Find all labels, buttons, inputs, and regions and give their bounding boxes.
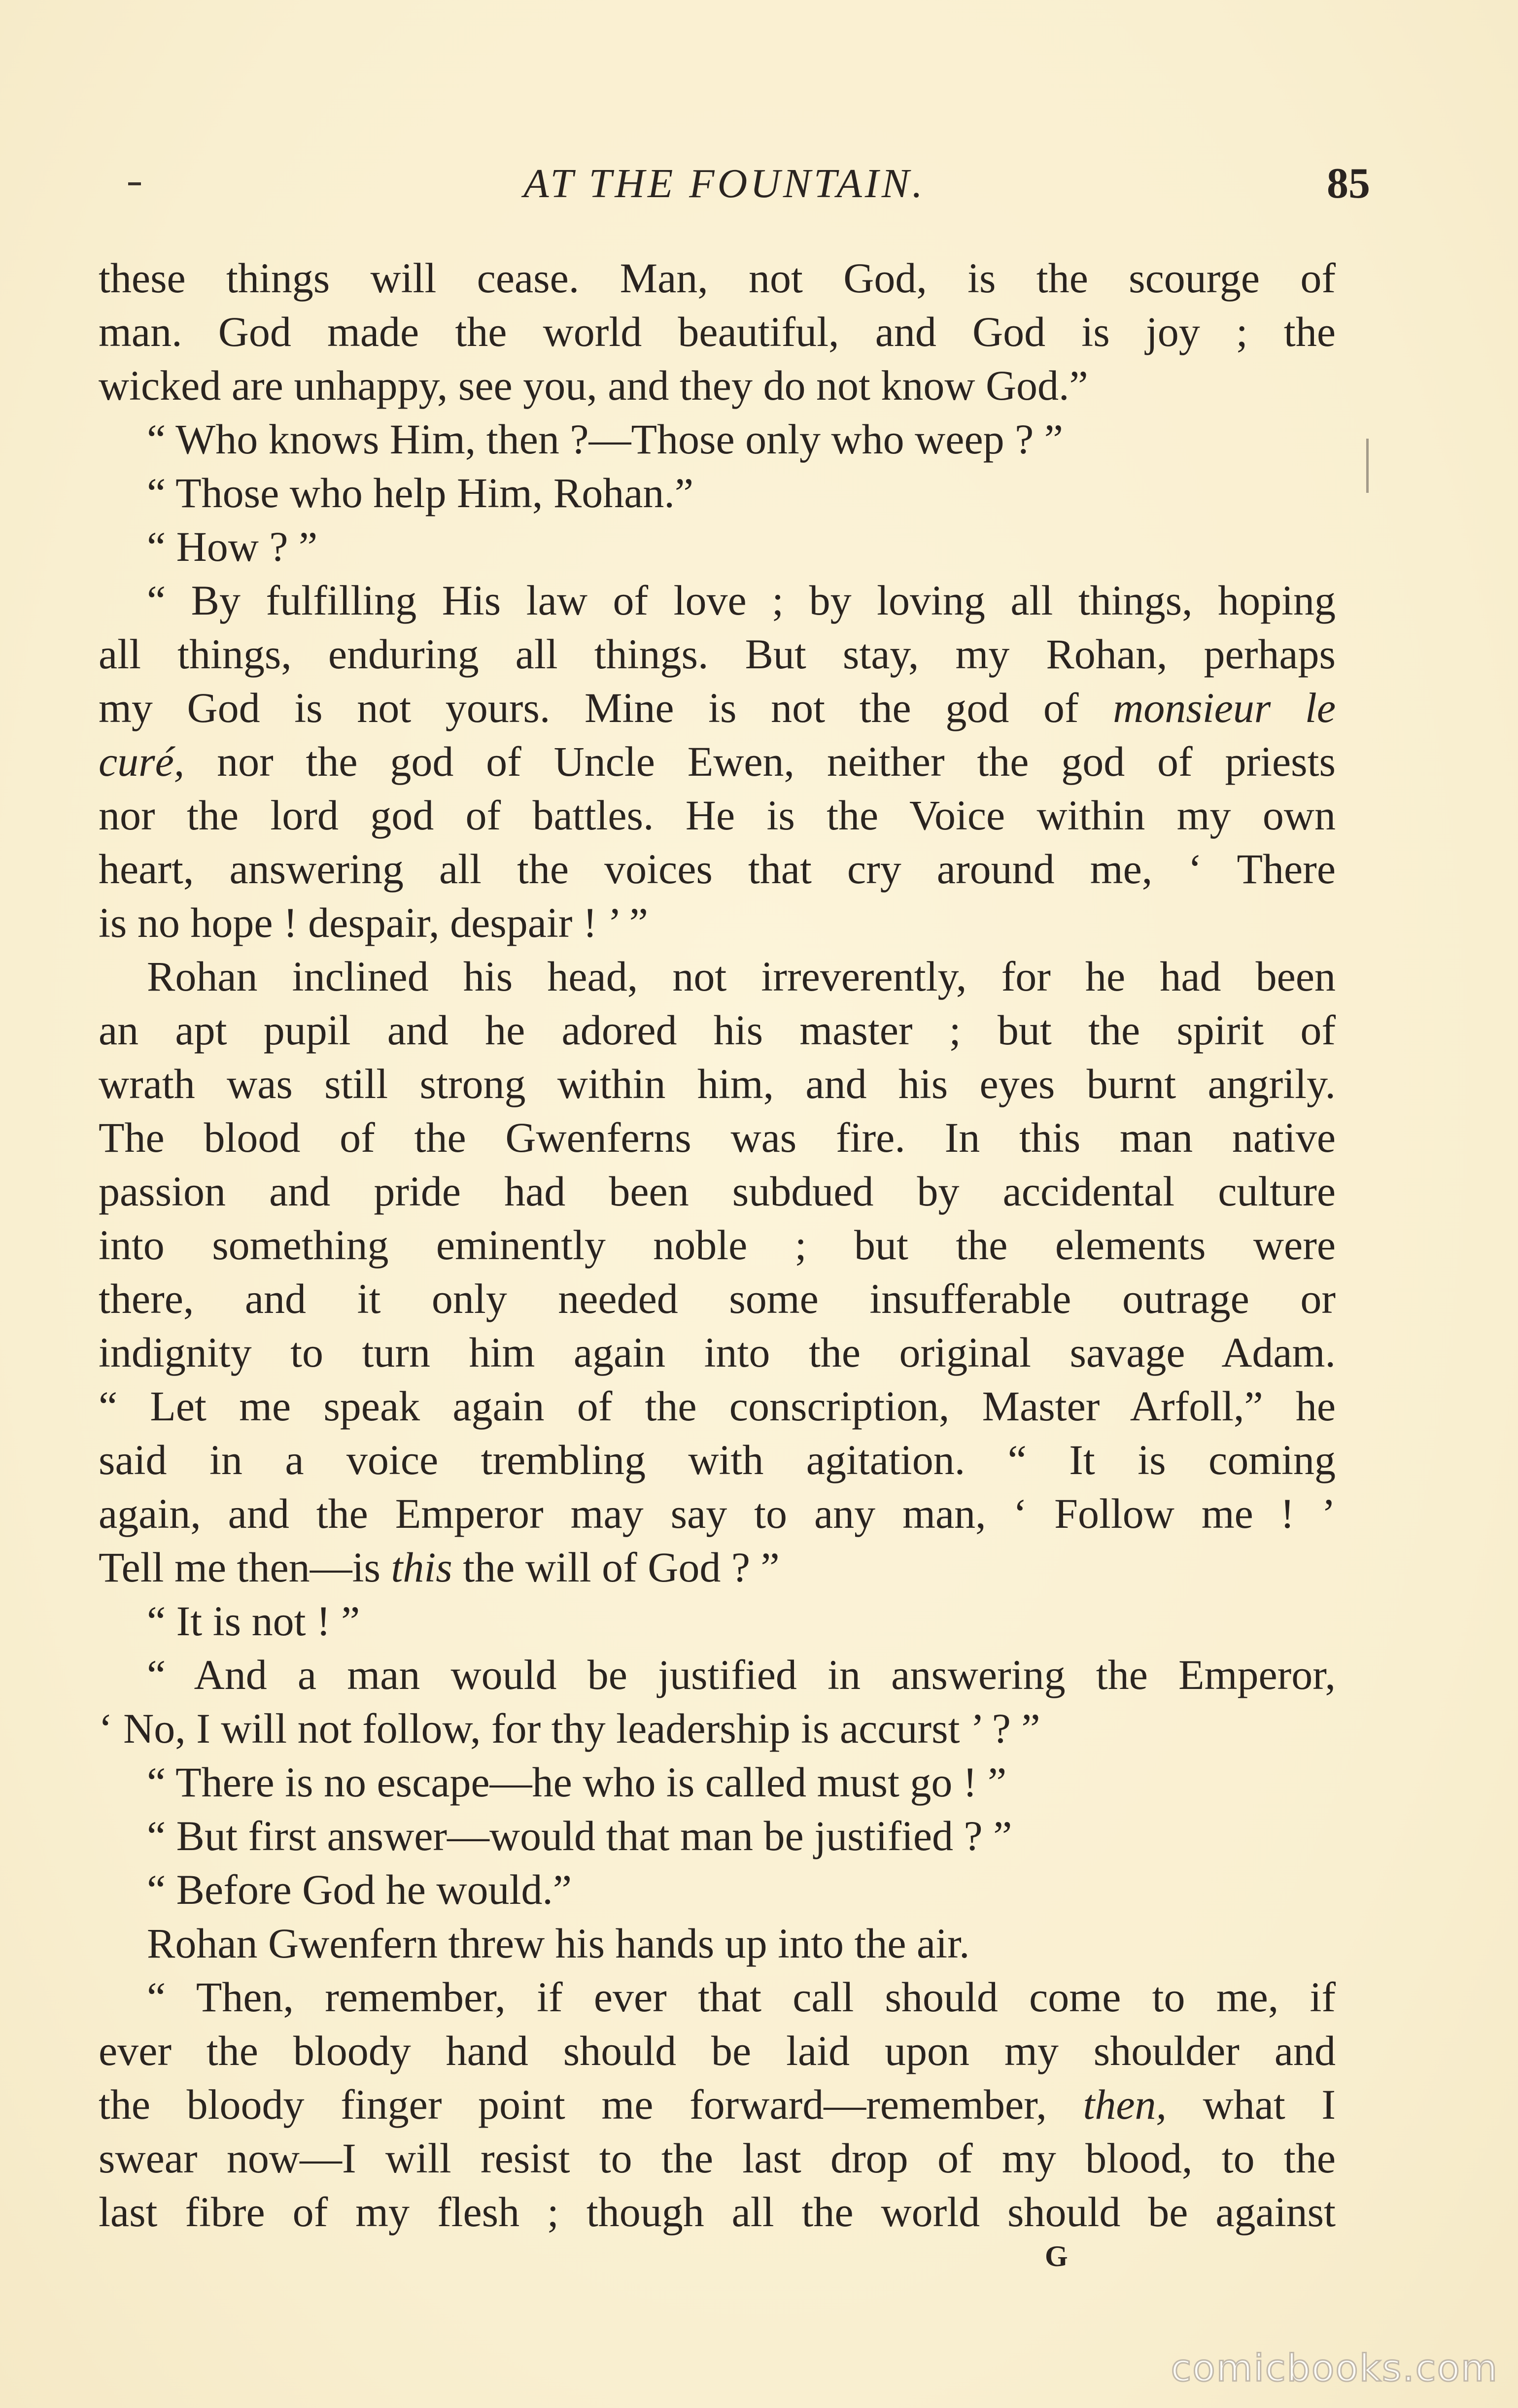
text-segment: all things, enduring all things. But stay, my Rohan, perhaps bbox=[99, 630, 1336, 678]
text-segment: Rohan Gwenfern threw his hands up into the air. bbox=[147, 1920, 970, 1967]
text-line bbox=[99, 1487, 1336, 1541]
text-segment: nor the god of Uncle Ewen, neither the god of priests bbox=[184, 738, 1336, 785]
text-line bbox=[99, 413, 1336, 466]
text-line bbox=[99, 2185, 1336, 2239]
text-line bbox=[99, 1003, 1336, 1057]
text-segment: “ But first answer—would that man be justified ? ” bbox=[147, 1812, 1012, 1859]
text-line bbox=[99, 2132, 1336, 2185]
text-segment: “ Those who help Him, Rohan.” bbox=[147, 469, 694, 516]
text-segment: is no hope ! despair, despair ! ’ ” bbox=[99, 899, 648, 946]
text-segment: “ Let me speak again of the conscription, Master Arfoll,” he bbox=[99, 1382, 1336, 1430]
text-line bbox=[99, 627, 1336, 681]
text-segment: “ Before God he would.” bbox=[147, 1866, 572, 1913]
text-segment: swear now—I will resist to the last drop of my blood, to the bbox=[99, 2134, 1336, 2182]
text-segment: passion and pride had been subdued by accidental culture bbox=[99, 1168, 1336, 1215]
text-segment: “ There is no escape—he who is called must go ! ” bbox=[147, 1758, 1007, 1806]
text-segment: “ And a man would be justified in answering the Emperor, bbox=[147, 1651, 1336, 1698]
text-segment: into something eminently noble ; but the elements were bbox=[99, 1221, 1336, 1269]
text-line bbox=[99, 735, 1336, 789]
text-segment: wicked are unhappy, see you, and they do not know God.” bbox=[99, 362, 1088, 409]
text-segment: the bloody finger point me forward—remember, bbox=[99, 2081, 1083, 2128]
text-line bbox=[99, 842, 1336, 896]
text-segment: The blood of the Gwenferns was fire. In this man native bbox=[99, 1114, 1336, 1161]
text-line bbox=[99, 789, 1336, 842]
text-segment: indignity to turn him again into the original savage Adam. bbox=[99, 1329, 1336, 1376]
italic-text: then, bbox=[1083, 2081, 1167, 2128]
text-segment: “ Then, remember, if ever that call should come to me, if bbox=[147, 1973, 1336, 2021]
page-number: 85 bbox=[1327, 160, 1370, 207]
text-line bbox=[99, 2078, 1336, 2132]
text-line bbox=[99, 1702, 1336, 1755]
text-line bbox=[99, 1057, 1336, 1111]
italic-text: curé, bbox=[99, 738, 185, 785]
text-segment: man. God made the world beautiful, and God is joy ; the bbox=[99, 308, 1336, 355]
chapter-title: AT THE FOUNTAIN. bbox=[523, 161, 926, 206]
text-segment: “ How ? ” bbox=[147, 523, 318, 570]
text-segment: “ Who knows Him, then ?—Those only who weep ? ” bbox=[147, 415, 1063, 463]
text-segment: “ By fulfilling His law of love ; by loving all things, hoping bbox=[147, 577, 1336, 624]
text-line bbox=[99, 466, 1336, 520]
text-segment: these things will cease. Man, not God, is the scourge of bbox=[99, 254, 1336, 302]
text-segment: “ It is not ! ” bbox=[147, 1597, 360, 1645]
text-segment: nor the lord god of battles. He is the Voice within my own bbox=[99, 791, 1336, 839]
italic-text: this bbox=[391, 1544, 452, 1591]
text-segment: again, and the Emperor may say to any man, ‘ Follow me ! ’ bbox=[99, 1490, 1336, 1537]
text-segment: ‘ No, I will not follow, for thy leadership is accurst ’ ? ” bbox=[99, 1705, 1040, 1752]
text-line bbox=[99, 1433, 1336, 1487]
text-segment: said in a voice trembling with agitation. “ It is coming bbox=[99, 1436, 1336, 1483]
text-segment: the will of God ? ” bbox=[452, 1544, 780, 1591]
text-segment: wrath was still strong within him, and his eyes burnt angrily. bbox=[99, 1060, 1336, 1107]
italic-text: monsieur le bbox=[1113, 684, 1336, 731]
text-line bbox=[99, 681, 1336, 735]
text-line bbox=[99, 1917, 1336, 1970]
text-segment: an apt pupil and he adored his master ; but the spirit of bbox=[99, 1006, 1336, 1054]
text-line bbox=[99, 2024, 1336, 2078]
text-segment: my God is not yours. Mine is not the god of bbox=[99, 684, 1113, 731]
text-line bbox=[99, 305, 1336, 359]
text-line bbox=[99, 574, 1336, 627]
text-segment: Tell me then—is bbox=[99, 1544, 391, 1591]
text-segment: what I bbox=[1167, 2081, 1336, 2128]
text-line bbox=[99, 1809, 1336, 1863]
text-line bbox=[99, 1218, 1336, 1272]
text-segment: Rohan inclined his head, not irreverently, for he had been bbox=[147, 953, 1336, 1000]
text-segment: heart, answering all the voices that cry around me, ‘ There bbox=[99, 845, 1336, 893]
text-line bbox=[99, 1272, 1336, 1326]
margin-mark bbox=[1366, 439, 1369, 493]
text-line bbox=[99, 1326, 1336, 1379]
body-text bbox=[99, 251, 1336, 2239]
text-line bbox=[99, 359, 1336, 413]
text-line bbox=[99, 1165, 1336, 1218]
text-line bbox=[99, 1863, 1336, 1917]
text-line bbox=[99, 1541, 1336, 1594]
text-segment: there, and it only needed some insufferable outrage or bbox=[99, 1275, 1336, 1322]
text-line bbox=[99, 1970, 1336, 2024]
text-line bbox=[99, 950, 1336, 1003]
text-line bbox=[99, 1755, 1336, 1809]
text-segment: ever the bloody hand should be laid upon my shoulder and bbox=[99, 2027, 1336, 2074]
text-line bbox=[99, 520, 1336, 574]
running-head bbox=[99, 157, 1370, 216]
signature-mark: G bbox=[1045, 2240, 1068, 2272]
text-line bbox=[99, 896, 1336, 950]
text-line bbox=[99, 251, 1336, 305]
text-line bbox=[99, 1648, 1336, 1702]
text-segment: last fibre of my flesh ; though all the world should be against bbox=[99, 2188, 1336, 2236]
watermark: comicbooks.com bbox=[1171, 2346, 1498, 2390]
text-line bbox=[99, 1111, 1336, 1165]
text-line bbox=[99, 1594, 1336, 1648]
text-line bbox=[99, 1379, 1336, 1433]
